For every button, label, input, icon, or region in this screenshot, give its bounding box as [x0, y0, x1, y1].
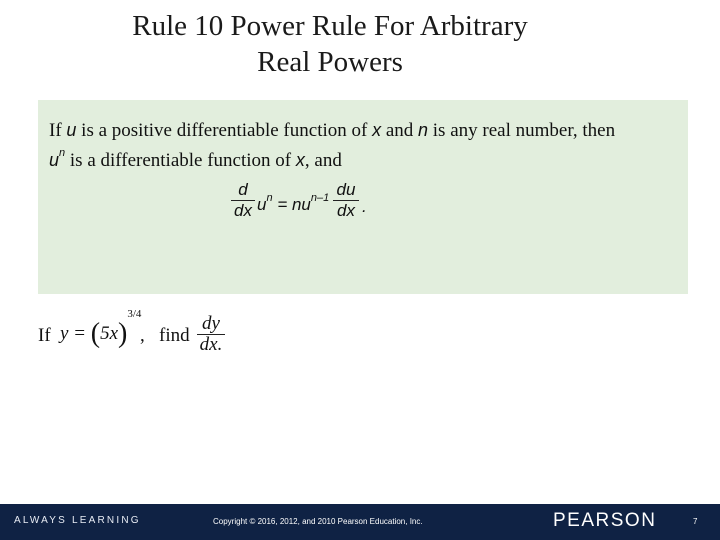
- theorem-and: and: [385, 120, 414, 141]
- theorem-line2-sup: n: [59, 147, 66, 159]
- question-dy-dx-fraction: [196, 314, 226, 355]
- formula-du-dx-fraction: [332, 180, 360, 221]
- theorem-line-2: [49, 147, 342, 172]
- theorem-var-u: u: [66, 120, 77, 140]
- formula-du-numerator: du: [336, 180, 356, 199]
- question-dy-numerator: dy: [202, 313, 220, 334]
- formula-d-dx-fraction: [230, 180, 256, 221]
- formula-u: u: [257, 195, 267, 214]
- theorem-var-n: n: [418, 120, 429, 140]
- slide-title-line-1: Rule 10 Power Rule For Arbitrary: [132, 10, 528, 42]
- formula-period: .: [362, 197, 367, 216]
- theorem-text-c: is a differentiable function of: [69, 150, 292, 171]
- page-number: 7: [693, 517, 698, 526]
- theorem-var-x: x: [372, 120, 382, 140]
- formula-du-denominator: dx: [337, 201, 355, 220]
- question-inner: 5x: [100, 323, 119, 344]
- pearson-logo: PEARSON: [553, 510, 657, 531]
- theorem-line2-base: u: [49, 150, 60, 170]
- theorem-text-a: is a positive differentiable function of: [81, 120, 368, 141]
- theorem-var-x2: x: [295, 150, 305, 170]
- formula-u-sup: n: [266, 192, 273, 204]
- question-close-paren: ): [118, 318, 128, 349]
- theorem-text-d: , and: [304, 150, 342, 171]
- question-y-eq: y =: [60, 323, 91, 344]
- slide-title: [0, 8, 660, 80]
- question-exponent: 3/4: [127, 308, 142, 320]
- formula-exponent: n–1: [310, 192, 330, 204]
- formula-d-numerator: d: [238, 180, 248, 199]
- question-comma: ,: [140, 325, 145, 346]
- question-find: find: [159, 325, 190, 346]
- theorem-line-1: [49, 120, 615, 142]
- question-open-paren: (: [90, 318, 101, 349]
- slide-title-line-2: Real Powers: [257, 46, 403, 78]
- question-expression: [60, 308, 142, 350]
- copyright-text: Copyright © 2016, 2012, and 2010 Pearson Education, Inc.: [213, 517, 423, 526]
- theorem-if: If: [49, 120, 62, 141]
- theorem-text-b: is any real number, then: [432, 120, 616, 141]
- formula-expression: [257, 192, 330, 215]
- question-if: If: [38, 325, 51, 346]
- theorem-box: [38, 100, 688, 294]
- always-learning-label: ALWAYS LEARNING: [14, 515, 141, 526]
- formula-dx-denominator: dx: [234, 201, 252, 220]
- question-dx-denominator: dx.: [199, 334, 223, 355]
- footer-bar: [0, 504, 720, 540]
- formula-equals-nu: = nu: [272, 195, 311, 214]
